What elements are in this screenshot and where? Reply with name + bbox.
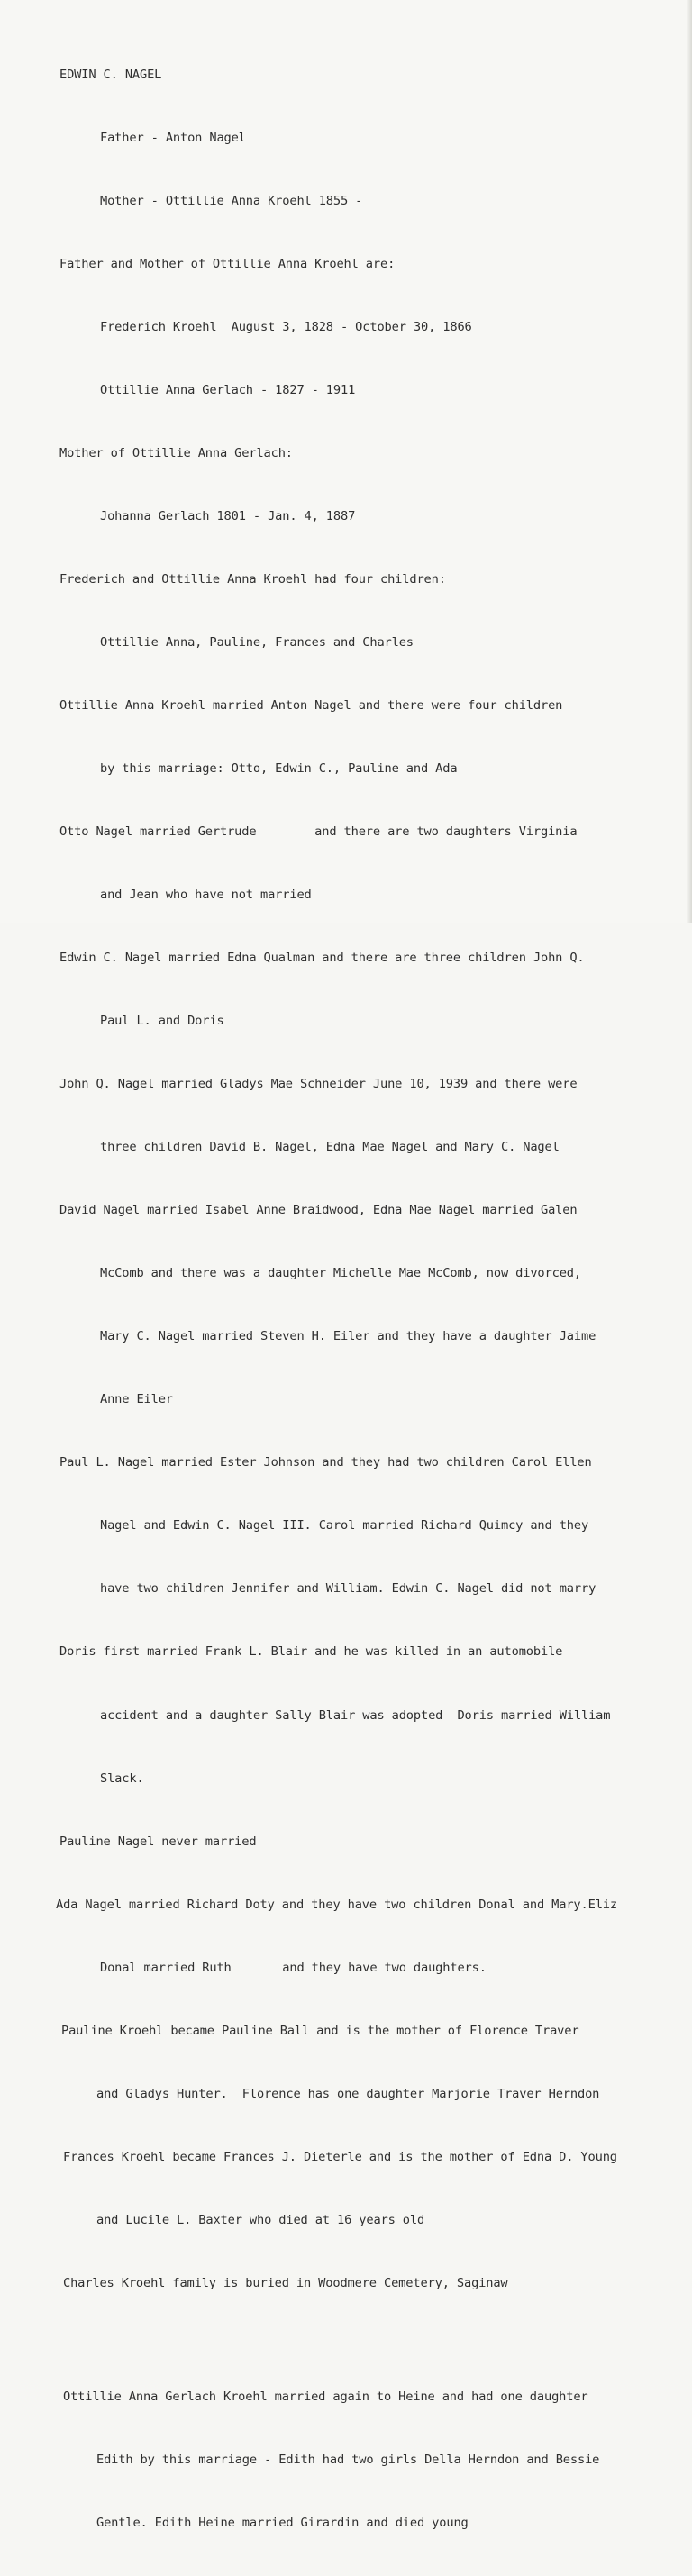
text-line: Ottillie Anna Gerlach - 1827 - 1911 bbox=[100, 382, 356, 397]
text-line: Anne Eiler bbox=[100, 1392, 173, 1407]
text-line: Pauline Nagel never married bbox=[59, 1834, 257, 1849]
text-line: Nagel and Edwin C. Nagel III. Carol married Richard Quimcy and they bbox=[100, 1518, 589, 1534]
text-line: Frederich Kroehl August 3, 1828 - October 30, 1866 bbox=[100, 319, 472, 334]
text-line: Doris first married Frank L. Blair and he was killed in an automobile bbox=[59, 1644, 563, 1660]
text-line: Edwin C. Nagel married Edna Qualman and there are three children John Q. bbox=[59, 951, 585, 966]
text-line: McComb and there was a daughter Michelle Mae McComb, now divorced, bbox=[100, 1266, 581, 1281]
text-line: Paul L. Nagel married Ester Johnson and they had two children Carol Ellen bbox=[59, 1455, 592, 1470]
text-line: and Gladys Hunter. Florence has one daughter Marjorie Traver Herndon bbox=[96, 2086, 600, 2101]
text-line: Ottillie Anna Gerlach Kroehl married again to Heine and had one daughter bbox=[63, 2389, 588, 2404]
text-line: John Q. Nagel married Gladys Mae Schneider June 10, 1939 and there were bbox=[59, 1077, 578, 1092]
paragraph-gap bbox=[59, 2336, 681, 2344]
text-line: by this marriage: Otto, Edwin C., Pauline and Ada bbox=[100, 761, 458, 777]
title-line: EDWIN C. NAGEL bbox=[59, 67, 162, 82]
text-line: Ottillie Anna Kroehl married Anton Nagel and there were four children bbox=[59, 698, 563, 713]
text-line: David Nagel married Isabel Anne Braidwood, Edna Mae Nagel married Galen bbox=[59, 1203, 578, 1218]
text-line: Slack. bbox=[100, 1770, 144, 1786]
text-line: Gentle. Edith Heine married Girardin and died young bbox=[96, 2515, 469, 2530]
text-line: Otto Nagel married Gertrude and there are two daughters Virginia bbox=[59, 824, 578, 840]
text-line: Ottillie Anna, Pauline, Frances and Charles bbox=[100, 634, 414, 650]
text-line: Father - Anton Nagel bbox=[100, 130, 246, 145]
text-line: Frederich and Ottillie Anna Kroehl had four children: bbox=[59, 571, 446, 587]
text-line: Johanna Gerlach 1801 - Jan. 4, 1887 bbox=[100, 508, 356, 523]
text-line: Ada Nagel married Richard Doty and they have two children Donal and Mary.Eliz bbox=[56, 1897, 617, 1912]
text-line: Frances Kroehl became Frances J. Dieterle and is the mother of Edna D. Young bbox=[63, 2149, 617, 2164]
text-line: Mother of Ottillie Anna Gerlach: bbox=[59, 445, 293, 460]
text-line: Mother - Ottillie Anna Kroehl 1855 - bbox=[100, 193, 363, 208]
text-line: and Jean who have not married bbox=[100, 887, 312, 903]
text-line: Charles Kroehl family is buried in Woodmere Cemetery, Saginaw bbox=[63, 2275, 508, 2290]
text-line: Mary C. Nagel married Steven H. Eiler and they have a daughter Jaime bbox=[100, 1329, 596, 1344]
text-line: Pauline Kroehl became Pauline Ball and is the mother of Florence Traver bbox=[61, 2023, 579, 2038]
typed-genealogy-text bbox=[56, 23, 681, 2576]
text-line: and Lucile L. Baxter who died at 16 years old bbox=[96, 2212, 425, 2227]
text-line: have two children Jennifer and William. Edwin C. Nagel did not marry bbox=[100, 1581, 596, 1597]
text-line: Donal married Ruth and they have two daughters. bbox=[100, 1960, 487, 1975]
text-line: Father and Mother of Ottillie Anna Kroehl are: bbox=[59, 256, 396, 271]
text-line: accident and a daughter Sally Blair was adopted Doris married William bbox=[100, 1707, 611, 1723]
text-line: three children David B. Nagel, Edna Mae Nagel and Mary C. Nagel bbox=[100, 1140, 560, 1155]
text-line: Edith by this marriage - Edith had two girls Della Herndon and Bessie bbox=[96, 2452, 600, 2467]
scan-edge-shadow bbox=[687, 0, 692, 923]
text-line: Paul L. and Doris bbox=[100, 1014, 224, 1029]
